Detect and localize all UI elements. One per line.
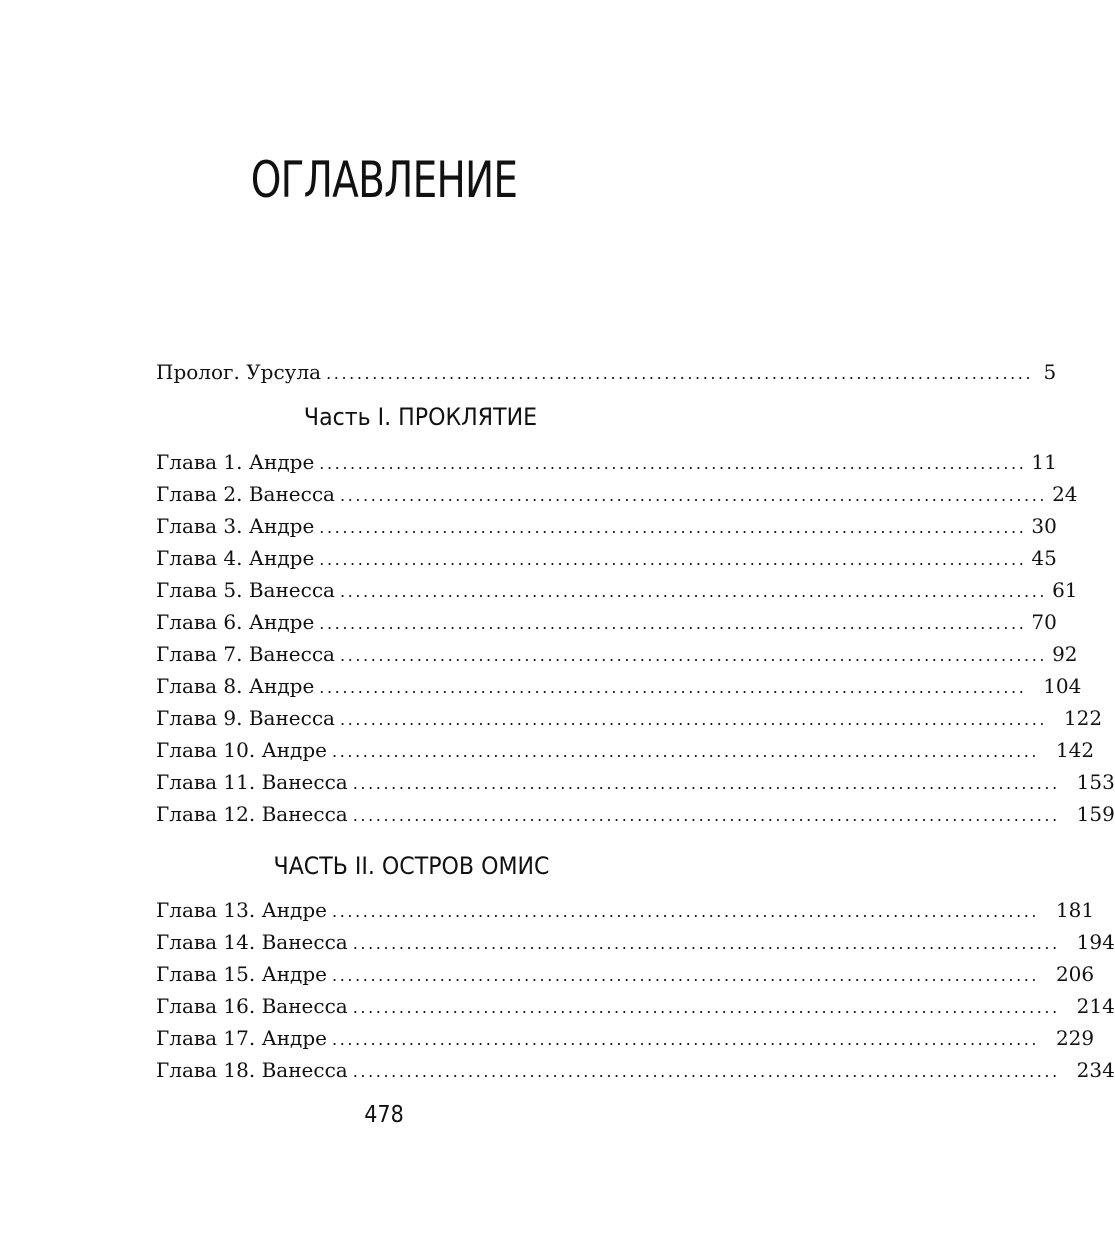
dot-leader: ............................................................................................ <box>319 454 1027 473</box>
toc-entry-label: Глава 6. Андре <box>156 610 315 634</box>
toc-entry-label: Глава 3. Андре <box>156 514 315 538</box>
toc-entry-page: 206 <box>1055 962 1095 986</box>
dot-leader: ............................................................................................ <box>339 486 1048 505</box>
toc-entry-page: 70 <box>1031 610 1057 634</box>
toc-entry[interactable] <box>156 670 1082 702</box>
toc-entry-label: Глава 4. Андре <box>156 546 315 570</box>
dot-leader: ............................................................................................ <box>339 646 1048 665</box>
dot-leader: ............................................................................................ <box>339 582 1048 601</box>
toc-entry-label: Глава 9. Ванесса <box>156 706 335 730</box>
toc-entry-page: 61 <box>1052 578 1078 602</box>
toc-entry-page: 24 <box>1052 482 1078 506</box>
toc-entry[interactable] <box>156 478 1078 510</box>
toc-entry[interactable] <box>156 510 1057 542</box>
toc-entry-prologue[interactable] <box>156 356 1057 388</box>
toc-entry[interactable] <box>156 798 1115 830</box>
part-1-heading: Часть I. ПРОКЛЯТИЕ <box>303 403 538 431</box>
toc-entry-page: 159 <box>1076 802 1115 826</box>
toc-entry-label: Пролог. Урсула <box>156 360 322 384</box>
toc-entry-label: Глава 7. Ванесса <box>156 642 335 666</box>
toc-entry-page: 5 <box>1043 360 1057 384</box>
toc-entry[interactable] <box>156 926 1115 958</box>
toc-entry-label: Глава 17. Андре <box>156 1026 328 1050</box>
toc-entry[interactable] <box>156 1054 1115 1086</box>
toc-entry[interactable] <box>156 1022 1095 1054</box>
toc-entry-page: 104 <box>1043 674 1082 698</box>
dot-leader: ............................................................................................ <box>339 710 1048 729</box>
dot-leader: ............................................................................................ <box>319 518 1027 537</box>
toc-entry-page: 11 <box>1031 450 1057 474</box>
toc-entry-page: 142 <box>1055 738 1095 762</box>
toc-entry-label: Глава 1. Андре <box>156 450 315 474</box>
toc-entry-label: Глава 8. Андре <box>156 674 315 698</box>
part-2-heading: ЧАСТЬ II. ОСТРОВ ОМИС <box>273 852 550 880</box>
dot-leader: ............................................................................................ <box>332 1030 1040 1049</box>
dot-leader: ............................................................................................ <box>352 934 1060 953</box>
toc-entry-page: 229 <box>1055 1026 1095 1050</box>
toc-entry-label: Глава 16. Ванесса <box>156 994 348 1018</box>
dot-leader: ............................................................................................ <box>319 678 1027 697</box>
toc-entry[interactable] <box>156 702 1103 734</box>
dot-leader: ............................................................................................ <box>352 806 1060 825</box>
toc-entry-label: Глава 15. Андре <box>156 962 328 986</box>
toc-entry[interactable] <box>156 606 1057 638</box>
toc-entry-page: 153 <box>1076 770 1115 794</box>
toc-entry[interactable] <box>156 894 1095 926</box>
toc-entry[interactable] <box>156 542 1057 574</box>
toc-entry-label: Глава 13. Андре <box>156 898 328 922</box>
toc-entry-page: 122 <box>1063 706 1103 730</box>
toc-entry-page: 92 <box>1052 642 1078 666</box>
dot-leader: ............................................................................................ <box>352 1062 1060 1081</box>
toc-entry-page: 181 <box>1055 898 1095 922</box>
toc-entry-page: 45 <box>1031 546 1057 570</box>
toc-entry-page: 234 <box>1076 1058 1115 1082</box>
toc-entry-page: 214 <box>1076 994 1115 1018</box>
toc-entry[interactable] <box>156 958 1095 990</box>
dot-leader: ............................................................................................ <box>332 966 1040 985</box>
toc-entry-label: Глава 10. Андре <box>156 738 328 762</box>
dot-leader: ............................................................................................ <box>326 364 1034 383</box>
toc-entry-label: Глава 5. Ванесса <box>156 578 335 602</box>
dot-leader: ............................................................................................ <box>319 614 1027 633</box>
page-title: ОГЛАВЛЕНИЕ <box>250 151 518 209</box>
toc-entry[interactable] <box>156 638 1078 670</box>
toc-entry-label: Глава 2. Ванесса <box>156 482 335 506</box>
toc-entry[interactable] <box>156 734 1095 766</box>
toc-entry-label: Глава 11. Ванесса <box>156 770 348 794</box>
toc-entry[interactable] <box>156 574 1078 606</box>
toc-entry-page: 30 <box>1031 514 1057 538</box>
toc-entry-label: Глава 14. Ванесса <box>156 930 348 954</box>
toc-entry-label: Глава 12. Ванесса <box>156 802 348 826</box>
page-number: 478 <box>364 1102 404 1128</box>
dot-leader: ............................................................................................ <box>352 998 1060 1017</box>
table-of-contents <box>156 356 1115 1086</box>
dot-leader: ............................................................................................ <box>332 742 1040 761</box>
toc-entry-label: Глава 18. Ванесса <box>156 1058 348 1082</box>
toc-entry-page: 194 <box>1076 930 1115 954</box>
toc-entry[interactable] <box>156 990 1115 1022</box>
toc-entry[interactable] <box>156 766 1115 798</box>
dot-leader: ............................................................................................ <box>319 550 1027 569</box>
dot-leader: ............................................................................................ <box>332 902 1040 921</box>
toc-entry[interactable] <box>156 446 1057 478</box>
dot-leader: ............................................................................................ <box>352 774 1060 793</box>
